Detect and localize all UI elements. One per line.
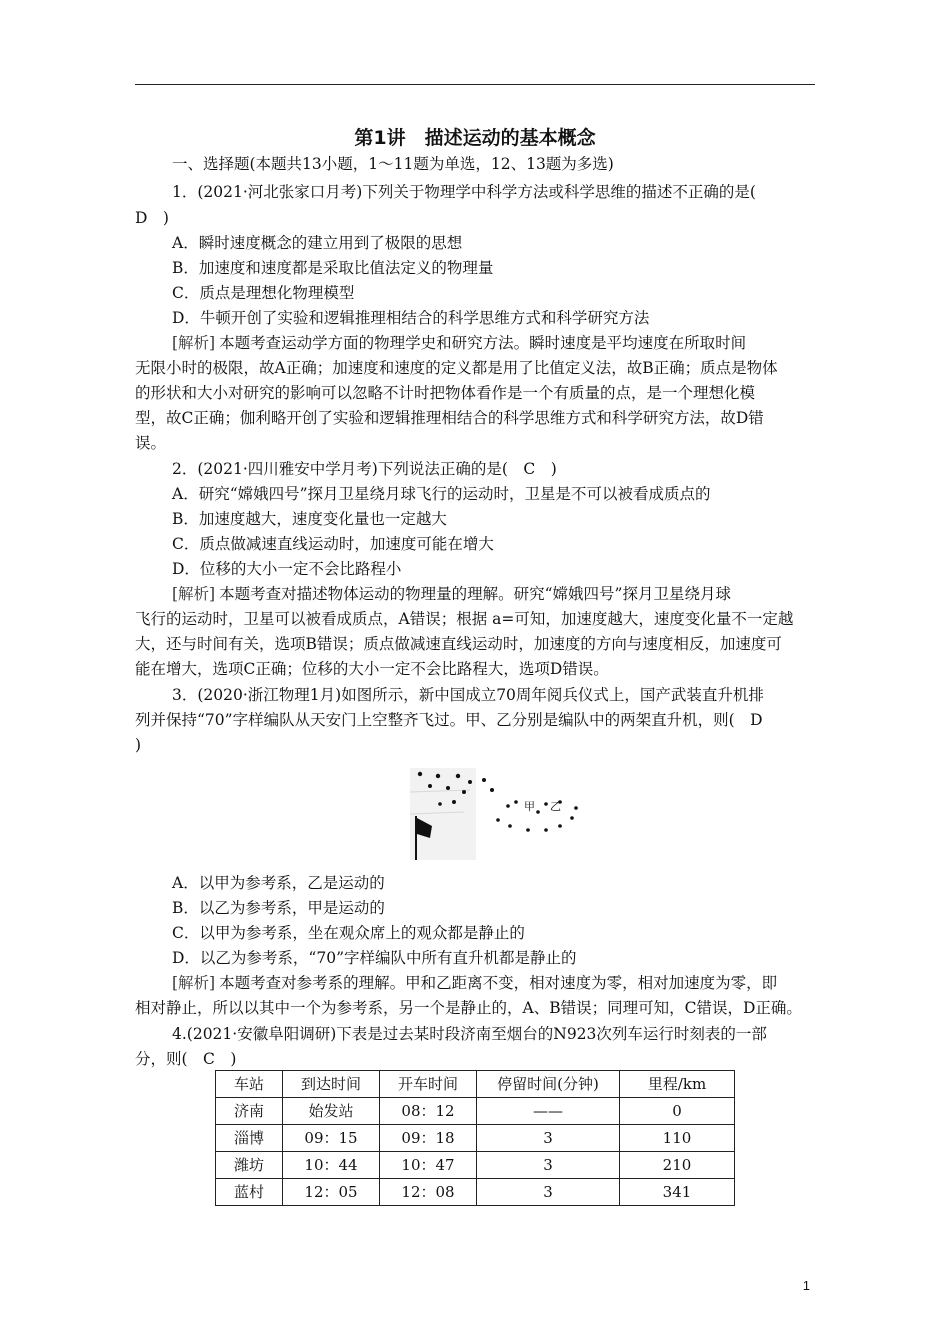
table-cell: 110 [620, 1125, 735, 1152]
q1-option-b: B．加速度和速度都是采取比值法定义的物理量 [172, 259, 494, 277]
q2-option-c: C．质点做减速直线运动时，加速度可能在增大 [172, 535, 494, 553]
q3-stem: 3．(2020·浙江物理1月)如图所示，新中国成立70周年阅兵仪式上，国产武装直升机排 [172, 686, 764, 704]
q1-option-a: A．瞬时速度概念的建立用到了极限的思想 [172, 234, 463, 252]
table-cell: 09：18 [380, 1125, 477, 1152]
table-cell: —— [477, 1098, 620, 1125]
q3-option-a: A．以甲为参考系，乙是运动的 [172, 874, 385, 892]
table-header-cell: 停留时间(分钟) [477, 1071, 620, 1098]
q2-option-d: D．位移的大小一定不会比路程小 [172, 560, 402, 578]
q1-stem-cont: D ) [135, 209, 169, 227]
q1-stem: 1．(2021·河北张家口月考)下列关于物理学中科学方法或科学思维的描述不正确的是( [172, 183, 756, 201]
table-row [216, 1152, 735, 1179]
q4-stem: 4.(2021·安徽阜阳调研)下表是过去某时段济南至烟台的N923次列车运行时刻表的一部 [172, 1025, 767, 1043]
page-number: 1 [802, 1278, 810, 1293]
q3-stem-cont: ) [135, 736, 142, 754]
q1-analysis-line: [解析] 本题考查运动学方面的物理学史和研究方法。瞬时速度是平均速度在所取时间 [172, 334, 747, 352]
table-cell: 10：47 [380, 1152, 477, 1179]
table-cell: 蓝村 [216, 1179, 283, 1206]
table-cell: 3 [477, 1179, 620, 1206]
q2-analysis-line: 飞行的运动时，卫星可以被看成质点，A错误；根据 a=可知，加速度越大，速度变化量不一定越 [135, 610, 794, 628]
table-header-cell: 车站 [216, 1071, 283, 1098]
page-title: 第1讲 描述运动的基本概念 [354, 127, 596, 149]
q1-option-d: D．牛顿开创了实验和逻辑推理相结合的科学思维方式和科学研究方法 [172, 309, 650, 327]
analysis-label: [解析] [172, 334, 216, 352]
q2-analysis-line: 能在增大，选项C正确；位移的大小一定不会比路程大，选项D错误。 [135, 660, 609, 678]
analysis-label: [解析] [172, 974, 216, 992]
q3-option-d: D．以乙为参考系，“70”字样编队中所有直升机都是静止的 [172, 949, 577, 967]
q3-analysis-line: 相对静止，所以以其中一个为参考系，另一个是静止的，A、B错误；同理可知，C错误，D正确。 [135, 999, 802, 1017]
table-cell: 10：44 [283, 1152, 380, 1179]
helicopter-formation-figure [410, 768, 582, 860]
table-header-row [216, 1071, 735, 1098]
q3-option-b: B．以乙为参考系，甲是运动的 [172, 899, 385, 917]
table-cell: 始发站 [283, 1098, 380, 1125]
analysis-label: [解析] [172, 585, 216, 603]
table-cell: 341 [620, 1179, 735, 1206]
table-cell: 3 [477, 1152, 620, 1179]
table-cell: 淄博 [216, 1125, 283, 1152]
label-yi: 乙 [550, 800, 561, 813]
table-header-cell: 到达时间 [283, 1071, 380, 1098]
table-cell: 12：05 [283, 1179, 380, 1206]
table-header-cell: 开车时间 [380, 1071, 477, 1098]
q1-option-c: C．质点是理想化物理模型 [172, 284, 355, 302]
table-cell: 3 [477, 1125, 620, 1152]
q3-stem-cont: 列并保持“70”字样编队从天安门上空整齐飞过。甲、乙分别是编队中的两架直升机，则( D [135, 711, 763, 729]
table-cell: 08：12 [380, 1098, 477, 1125]
table-header-cell: 里程/km [620, 1071, 735, 1098]
table-cell: 0 [620, 1098, 735, 1125]
train-timetable [215, 1070, 735, 1206]
q2-analysis-line: [解析] 本题考查对描述物体运动的物理量的理解。研究“嫦娥四号”探月卫星绕月球 [172, 585, 731, 603]
q2-option-a: A．研究“嫦娥四号”探月卫星绕月球飞行的运动时，卫星是不可以被看成质点的 [172, 485, 711, 503]
q2-stem: 2．(2021·四川雅安中学月考)下列说法正确的是( C ) [172, 460, 557, 478]
table-cell: 潍坊 [216, 1152, 283, 1179]
q3-analysis-line: [解析] 本题考查对参考系的理解。甲和乙距离不变，相对速度为零，相对加速度为零，即 [172, 974, 778, 992]
q1-analysis-line: 误。 [135, 434, 167, 452]
table-row [216, 1179, 735, 1206]
header-rule [135, 84, 815, 85]
section-heading: 一、选择题(本题共13小题，1～11题为单选，12、13题为多选) [172, 155, 614, 173]
q1-analysis-line: 的形状和大小对研究的影响可以忽略不计时把物体看作是一个有质量的点，是一个理想化模 [135, 384, 756, 402]
q4-stem-cont: 分，则( C ) [135, 1050, 237, 1068]
table-row [216, 1125, 735, 1152]
q1-analysis-line: 型，故C正确；伽利略开创了实验和逻辑推理相结合的科学思维方式和科学研究方法，故D错 [135, 409, 764, 427]
table-row [216, 1098, 735, 1125]
q3-option-c: C．以甲为参考系，坐在观众席上的观众都是静止的 [172, 924, 525, 942]
table-cell: 12：08 [380, 1179, 477, 1206]
label-jia: 甲 [524, 800, 535, 813]
q1-analysis-line: 无限小时的极限，故A正确；加速度和速度的定义都是用了比值定义法，故B正确；质点是物体 [135, 359, 778, 377]
table-cell: 09：15 [283, 1125, 380, 1152]
table-cell: 济南 [216, 1098, 283, 1125]
q2-option-b: B．加速度越大，速度变化量也一定越大 [172, 510, 447, 528]
q2-analysis-line: 大，还与时间有关，选项B错误；质点做减速直线运动时，加速度的方向与速度相反，加速度可 [135, 635, 782, 653]
table-cell: 210 [620, 1152, 735, 1179]
